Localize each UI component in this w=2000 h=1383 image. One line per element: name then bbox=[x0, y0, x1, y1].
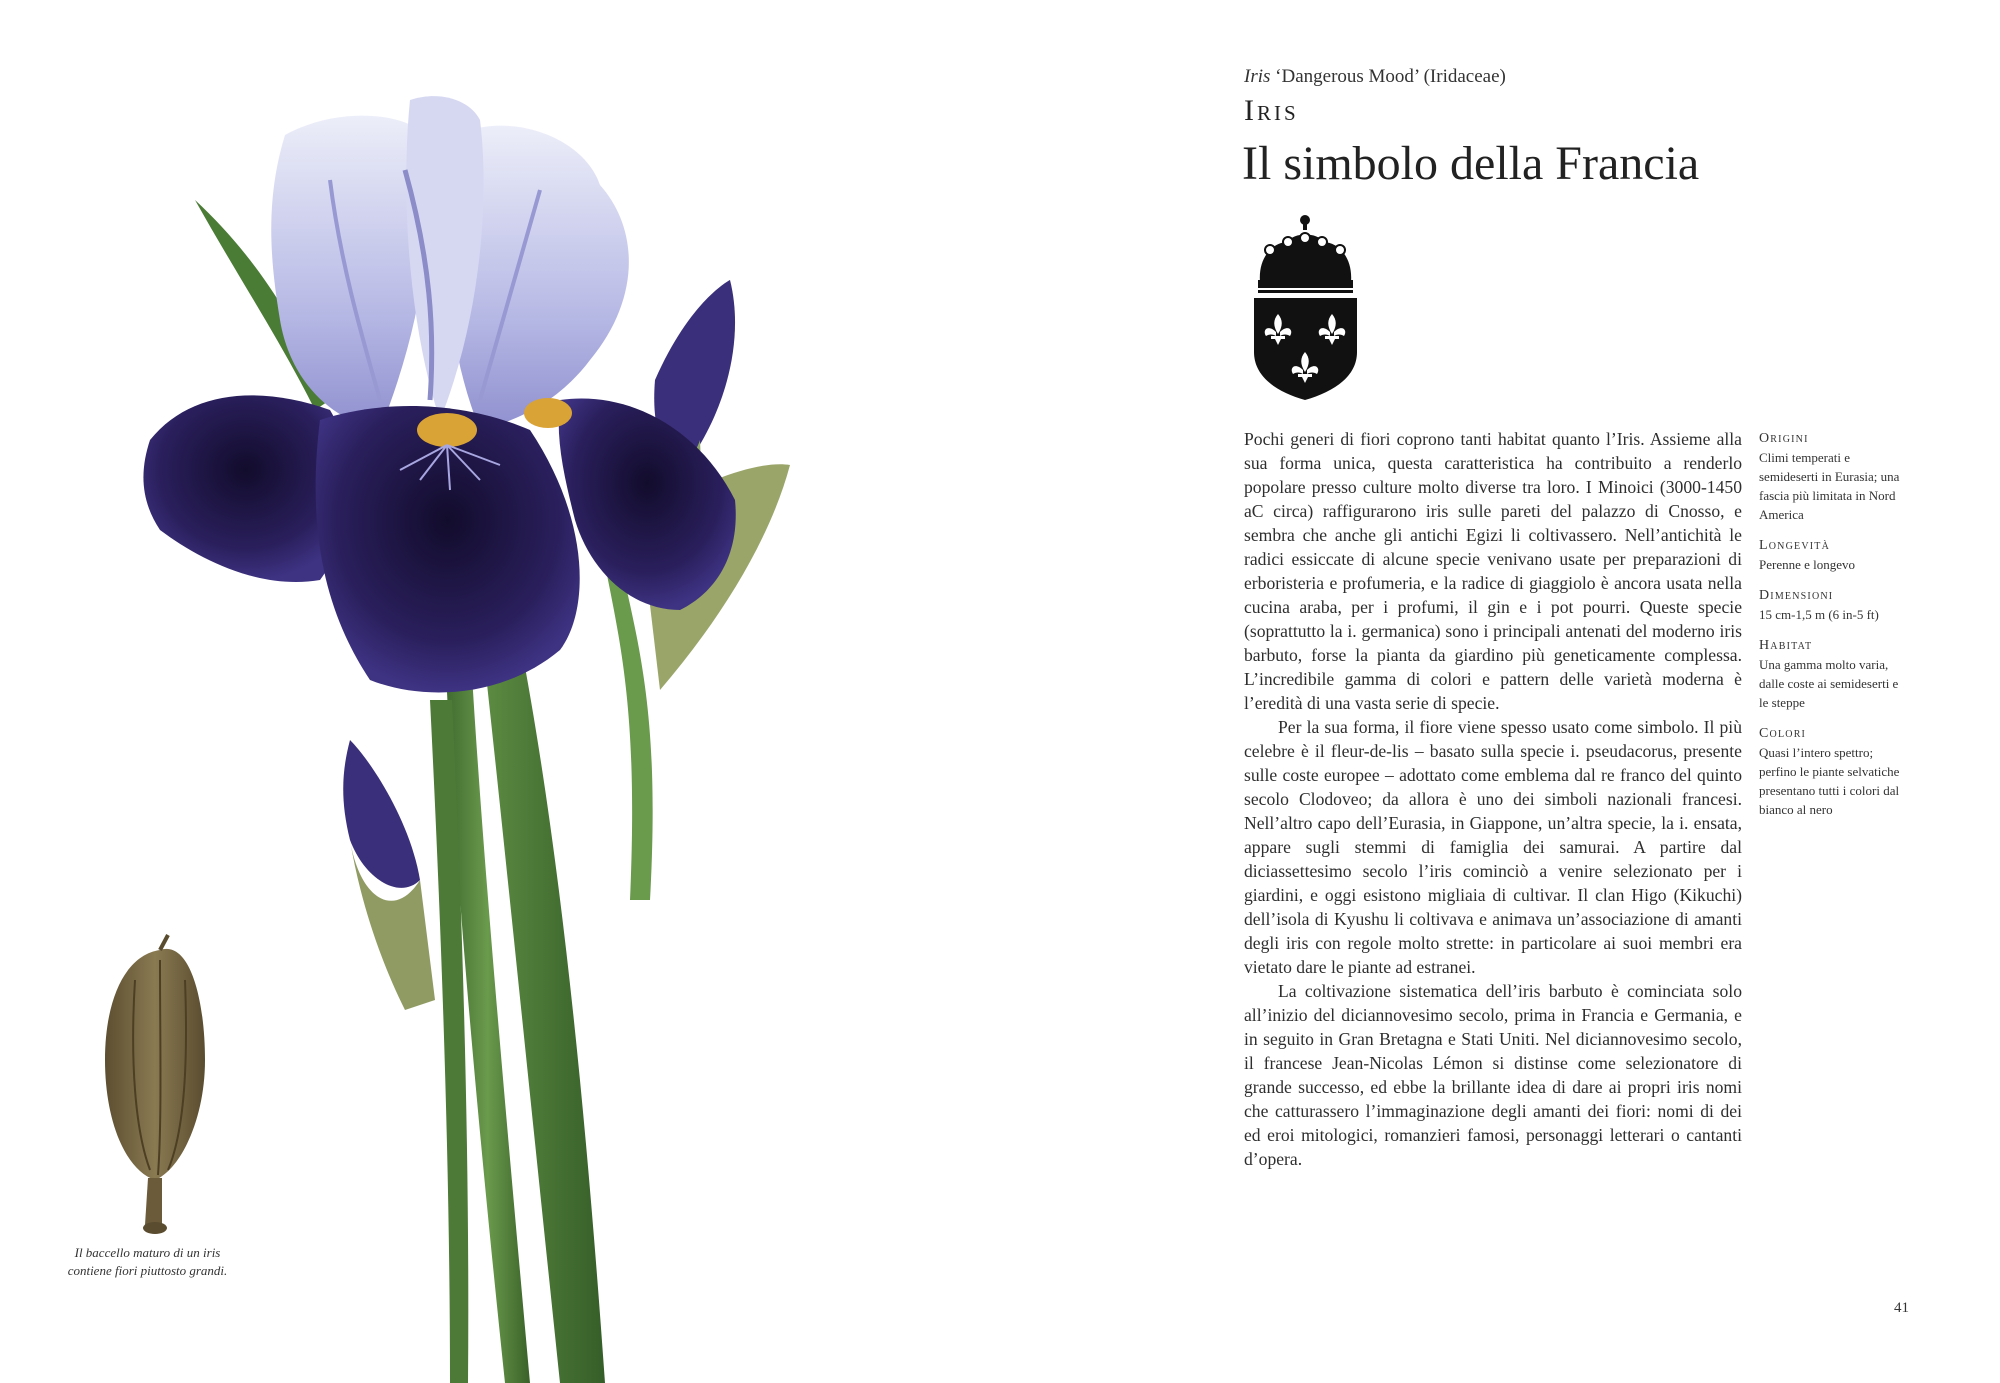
common-name: Iris bbox=[1244, 94, 1299, 127]
shield-icon bbox=[1254, 298, 1357, 400]
fact-label: Origini bbox=[1759, 431, 1809, 446]
fact-value: 15 cm-1,5 m (6 in-5 ft) bbox=[1759, 607, 1879, 622]
beard bbox=[417, 413, 477, 447]
standard-petal-left bbox=[271, 116, 428, 430]
fact-label: Colori bbox=[1759, 726, 1807, 741]
illustration-caption bbox=[40, 1244, 255, 1280]
fact-value: Quasi l’intero spettro; perfino le piante selvatiche presentano tutti i colori dal bianco al nero bbox=[1759, 745, 1900, 817]
caption-line-1: Il baccello maturo di un iris bbox=[74, 1245, 221, 1260]
fall-petal-right bbox=[559, 398, 736, 610]
fact-colori bbox=[1759, 725, 1904, 819]
fact-longevita bbox=[1759, 537, 1904, 574]
fact-label: Longevità bbox=[1759, 538, 1831, 553]
beard-right bbox=[524, 398, 572, 428]
fact-value: Una gamma molto varia, dalle coste ai semideserti e le steppe bbox=[1759, 657, 1899, 710]
paragraph-3: La coltivazione sistematica dell’iris barbuto è cominciata solo all’inizio del diciannovesimo secolo, prima in Francia e Germania, e in seguito in Gran Bretagna e Stati Uniti. Nel diciannovesimo secolo, il francese Jean-Nicolas Lémon si distinse come selezionatore di grande successo, ed ebbe la brillante idea di dare ai propri iris nomi che catturassero l’immaginazione degli amanti dei fiori: nomi di dei ed eroi mitologici, romanzieri famosi, personaggi letterari o cantanti d’opera. bbox=[1244, 981, 1742, 1169]
fact-dimensioni bbox=[1759, 587, 1904, 624]
genus-name: Iris bbox=[1244, 66, 1271, 87]
species-subtitle bbox=[1244, 66, 1506, 88]
seed-pod bbox=[105, 949, 205, 1180]
lower-bud bbox=[343, 740, 420, 888]
page-title: Il simbolo della Francia bbox=[1242, 137, 1700, 190]
fleur-de-lis-crest bbox=[1248, 212, 1363, 402]
caption-line-2: contiene fiori piuttosto grandi. bbox=[67, 1263, 228, 1278]
fact-habitat bbox=[1759, 637, 1904, 712]
article-body bbox=[1244, 427, 1742, 1171]
right-page bbox=[1000, 0, 2000, 1383]
fact-value: Climi temperati e semideserti in Eurasia; una fascia più limitata in Nord America bbox=[1759, 450, 1900, 522]
cultivar-family: ‘Dangerous Mood’ (Iridaceae) bbox=[1270, 66, 1506, 87]
fact-label: Habitat bbox=[1759, 638, 1813, 653]
fact-label: Dimensioni bbox=[1759, 588, 1834, 603]
fact-origini bbox=[1759, 430, 1904, 524]
fact-value: Perenne e longevo bbox=[1759, 557, 1856, 572]
paragraph-2: Per la sua forma, il fiore viene spesso usato come simbolo. Il più celebre è il fleur-de-lis – basato sulla specie i. pseudacorus, presente sulle coste europee – adottato come emblema dal re franco del quinto secolo Clodoveo; da allora è uno dei simboli nazionali francesi. Nell’altro capo dell’Eurasia, in Giappone, un’altra specie, la i. ensata, appare sugli stemmi di famiglia dei samurai. A partire dal diciassettesimo secolo l’iris cominciò a venire selezionato per i giardini, e oggi esistono migliaia di cultivar. Il clan Higo (Kikuchi) dell’isola di Kyushu li coltivava e animava un’associazione di amanti degli iris con regole molto strette: in particolare ai suoi membri era vietato dare le piante ad estranei. bbox=[1244, 717, 1742, 977]
crown-icon bbox=[1258, 215, 1353, 293]
page-number: 41 bbox=[1894, 1300, 1909, 1316]
facts-sidebar bbox=[1759, 430, 1904, 832]
paragraph-1: Pochi generi di fiori coprono tanti habitat quanto l’Iris. Assieme alla sua forma unica, questa caratteristica ha contribuito a renderlo popolare presso culture molto diverse tra loro. I Minoici (3000-1450 aC circa) raffigurarono iris sulle pareti del palazzo di Cnosso, e sembra che anche gli antichi Egizi li coltivassero. Nell’antichità le radici essiccate di alcune specie venivano usate per preparazioni di erboristeria e profumeria, e la radice di giaggiolo è ancora usata nella cucina araba, per i profumi, il gin e i pot pourri. Queste specie (soprattutto la i. germanica) sono i principali antenati del moderno iris barbuto, forse la pianta da giardino più geneticamente complessa. L’incredibile gamma di colori e pattern delle varietà moderna è l’eredità di una vasta serie di specie. bbox=[1244, 429, 1742, 713]
bud-stem bbox=[605, 560, 653, 900]
